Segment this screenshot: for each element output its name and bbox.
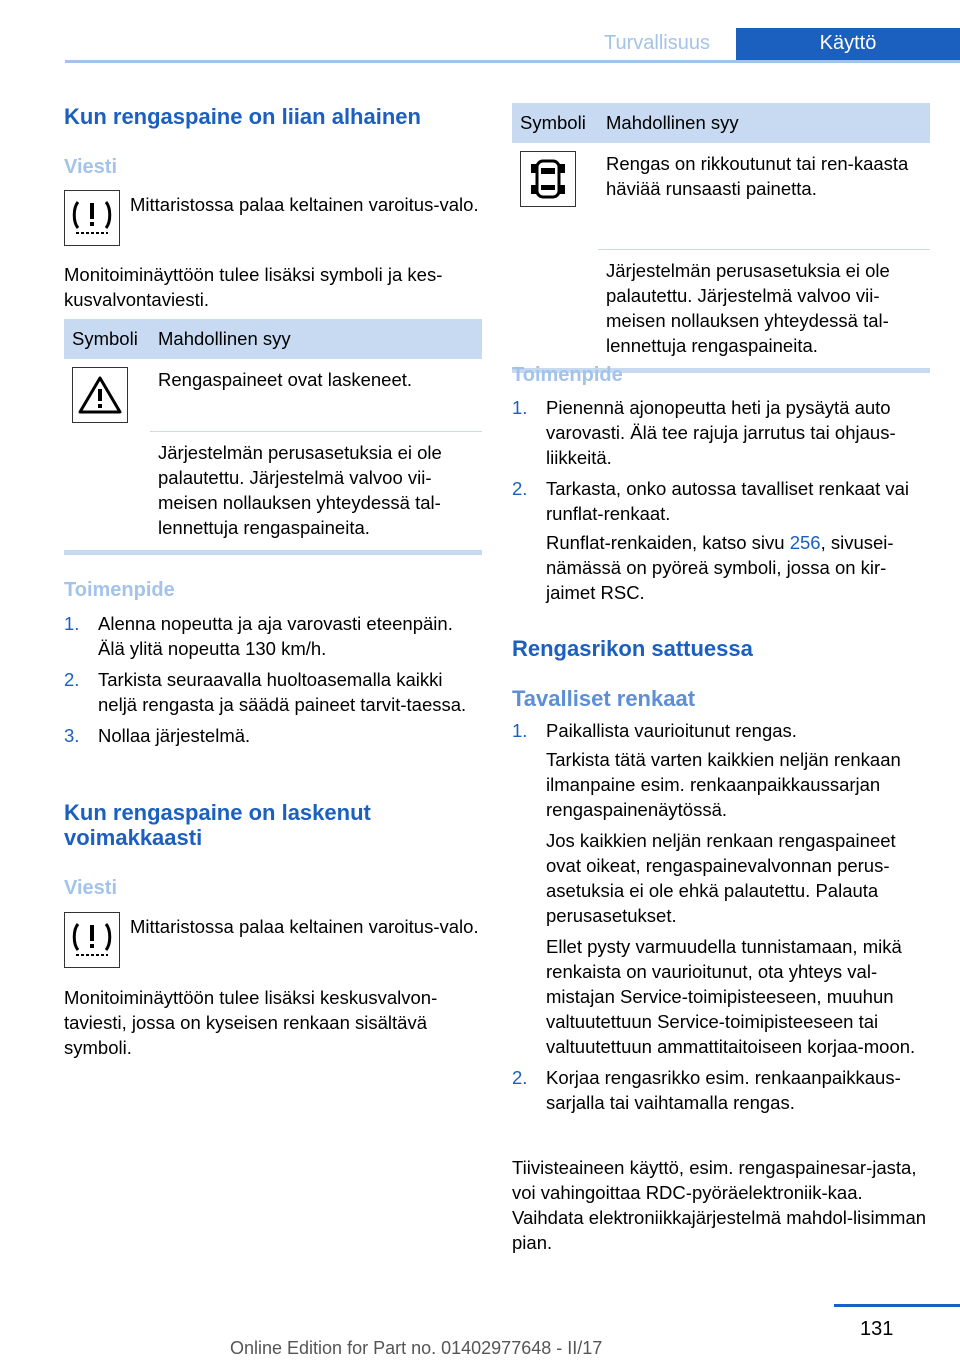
action-steps-list	[512, 395, 930, 611]
edition-note: Online Edition for Part no. 01402977648 - II/17	[230, 1338, 603, 1358]
list-item	[512, 718, 930, 743]
symbol-table-2	[512, 103, 930, 373]
table-cell-cause: Järjestelmän perusasetuksia ei ole palautettu. Järjestelmä valvoo vii-meisen nollauksen yhteydessä tal-lennettuja rengaspaineita.	[598, 249, 930, 368]
table-cell-cause: Järjestelmän perusasetuksia ei ole palautettu. Järjestelmä valvoo vii-meisen nollauksen yhteydessä tal-lennettuja rengaspaineita.	[150, 431, 482, 550]
step-text: Alenna nopeutta ja aja varovasti eteenpäin. Älä ylitä nopeutta 130 km/h.	[98, 613, 453, 659]
step-text: Tarkista seuraavalla huoltoasemalla kaikki neljä rengasta ja säädä paineet tarvit-taessa.	[98, 669, 467, 715]
step-detail: Ellet pysty varmuudella tunnistamaan, mikä renkaista on vaurioitunut, ota yhteys val-mistajan Service-toimipisteeseen, muuhun valtuutettuun Service-toimipisteeseen tai valtuutettuun ammattitaitoiseen korjaa-moon.	[546, 936, 916, 1057]
table-cell-cause: Rengaspaineet ovat laskeneet.	[158, 369, 413, 390]
list-item	[64, 611, 482, 661]
list-item	[512, 1065, 930, 1115]
step-text: Nollaa järjestelmä.	[98, 725, 251, 746]
table-header-cause: Mahdollinen syy	[598, 103, 930, 143]
step-detail-runflat	[546, 530, 930, 605]
step-detail-text: , sivusei-nämässä on pyöreä symboli, jossa on kir-jaimet RSC.	[546, 532, 894, 603]
table-header-cause: Mahdollinen syy	[150, 319, 482, 359]
list-item	[64, 667, 482, 717]
car-flat-tire-icon	[520, 151, 576, 207]
table-bottom-rule	[64, 550, 482, 555]
warning-message-2	[64, 912, 480, 968]
step-text: Paikallista vaurioitunut rengas.	[546, 720, 797, 741]
warning-message-text: Mittaristossa palaa keltainen varoitus-valo.	[130, 916, 479, 937]
header-chapter-tab: Käyttö	[736, 28, 960, 62]
header-section-label: Turvallisuus	[604, 32, 710, 54]
subheading-action: Toimenpide	[512, 364, 623, 386]
step-number: 3.	[64, 725, 80, 746]
table-header-symbol: Symboli	[512, 103, 598, 143]
list-item	[512, 476, 930, 526]
table-cell-cause: Rengas on rikkoutunut tai ren-kaasta häviää runsaasti painetta.	[606, 153, 909, 199]
step-detail: Jos kaikkien neljän renkaan rengaspaineet ovat oikeat, rengaspainevalvonnan perus-asetuksia ei ole ehkä palautettu. Palauta perusasetukset.	[546, 830, 896, 926]
header-rule	[65, 60, 960, 63]
tire-warning-icon	[64, 912, 120, 968]
warning-message-1	[64, 190, 480, 246]
heading-puncture: Rengasrikon sattuessa	[512, 636, 753, 661]
step-text: Tarkasta, onko autossa tavalliset renkaat vai runflat-renkaat.	[546, 478, 909, 524]
heading-low-pressure: Kun rengaspaine on liian alhainen	[64, 104, 421, 129]
paragraph-central-message: Monitoiminäyttöön tulee lisäksi keskusvalvon-taviesti, jossa on kyseisen renkaan sisältävä symboli.	[64, 987, 438, 1058]
warning-message-text: Mittaristossa palaa keltainen varoitus-valo.	[130, 194, 479, 215]
subheading-message: Viesti	[64, 877, 117, 899]
step-detail: Tarkista tätä varten kaikkien neljän renkaan ilmanpaine esim. renkaanpaikkaussarjan rengaspainenäytössä.	[546, 749, 901, 820]
table-header-symbol: Symboli	[64, 319, 150, 359]
subheading-message: Viesti	[64, 156, 117, 178]
step-number: 1.	[512, 720, 528, 741]
step-text: Pienennä ajonopeutta heti ja pysäytä auto varovasti. Älä tee rajuja jarrutus tai ohjaus-liikkeitä.	[546, 397, 896, 468]
tire-warning-icon	[64, 190, 120, 246]
page-link-256[interactable]: 256	[789, 532, 821, 553]
paragraph-sealant-warning: Tiivisteaineen käyttö, esim. rengaspainesar-jasta, voi vahingoittaa RDC-pyöräelektroniik-kaa. Vaihdata elektroniikkajärjestelmä mahdol-lisimman pian.	[512, 1157, 927, 1253]
step-number: 2.	[64, 669, 80, 690]
step-detail-text: Runflat-renkaiden, katso sivu	[546, 532, 790, 553]
heading-pressure-dropped: Kun rengaspaine on laskenut voimakkaasti	[64, 800, 371, 850]
step-number: 1.	[64, 613, 80, 634]
page-number: 131	[860, 1318, 894, 1340]
warning-triangle-icon	[72, 367, 128, 423]
subheading-action: Toimenpide	[64, 579, 175, 601]
footer-rule	[834, 1304, 960, 1307]
paragraph-symbol-info: Monitoiminäyttöön tulee lisäksi symboli ja kes-kusvalvontaviesti.	[64, 264, 443, 310]
step-number: 2.	[512, 1067, 528, 1088]
heading-regular-tires: Tavalliset renkaat	[512, 686, 696, 711]
step-number: 2.	[512, 478, 528, 499]
list-item	[64, 723, 482, 748]
symbol-table-1	[64, 319, 482, 555]
step-text: Korjaa rengasrikko esim. renkaanpaikkaus-sarjalla tai vaihtamalla rengas.	[546, 1067, 901, 1113]
step-number: 1.	[512, 397, 528, 418]
list-item	[512, 395, 930, 470]
puncture-steps-list	[512, 718, 930, 1121]
action-steps-list	[64, 611, 482, 754]
